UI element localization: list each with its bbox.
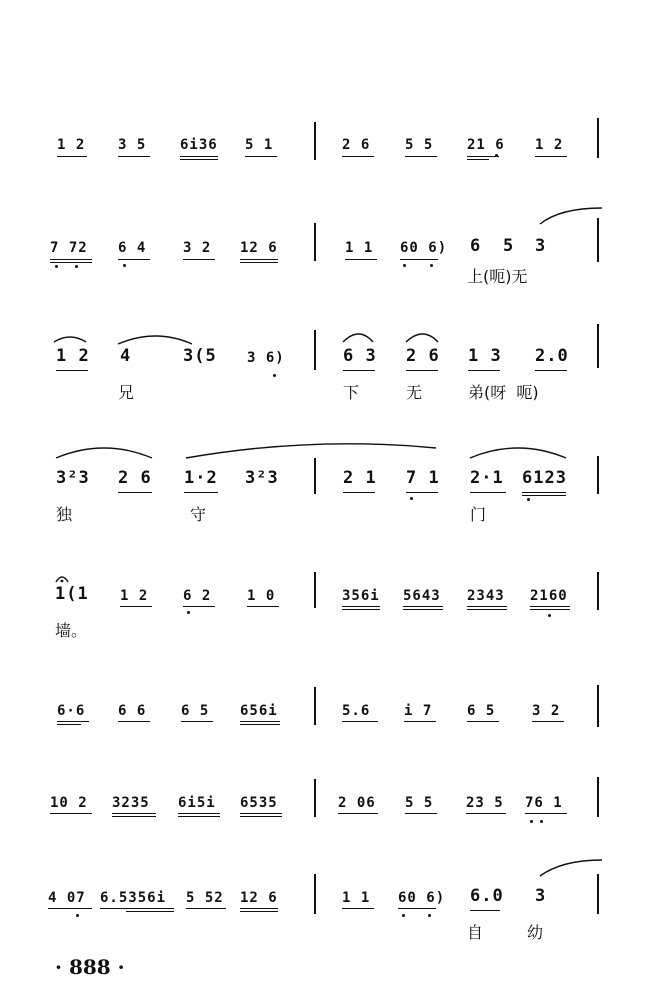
score-row-8 [0,866,672,962]
note-group: 3²3 [56,468,90,488]
underline [100,908,174,909]
note: 6 [470,236,482,256]
note: 3 [535,886,547,906]
slur-line [540,860,604,880]
underline [404,721,436,722]
underline [247,606,279,607]
underline [180,156,218,157]
note-group: 12 6 [240,240,278,256]
underline [398,908,436,909]
underline [406,492,438,493]
barline [314,458,316,494]
octave-dot [75,265,78,268]
score-row-7 [0,775,672,871]
lyric: 上(呃)无 [467,267,528,286]
underline [56,370,88,371]
underline [183,606,215,607]
lyric: 门 [470,505,487,524]
underline [112,813,156,814]
octave-dot [410,497,413,500]
note-group: 6 2 [183,588,212,604]
fermata [55,574,69,584]
slur-line [406,332,440,346]
underline [240,721,280,722]
underline [50,259,92,260]
underline [406,370,438,371]
lyric: 独 [56,505,73,524]
octave-dot [530,820,533,823]
note-group: 23 5 [466,795,504,811]
score-row-2 [0,218,672,314]
lyric: 弟(呀 呃) [468,383,539,402]
barline [597,118,599,158]
note: 3 [535,236,547,256]
barline [597,572,599,610]
note-group: 1 2 [56,346,90,366]
underline [530,606,570,607]
note-group: 6 4 [118,240,147,256]
underline [470,492,506,493]
note-group: 5 1 [245,137,274,153]
underline [345,259,377,260]
note-group: 2 6 [342,137,371,153]
underline [245,156,277,157]
note-group: 10 2 [50,795,88,811]
underline [403,606,443,607]
note-group: 6535 [240,795,278,811]
lyric: 幼 [527,923,544,942]
octave-dot [76,914,79,917]
underline [470,910,500,911]
lyric: 下 [343,383,360,402]
underline [400,259,438,260]
underline [181,721,213,722]
underline [240,911,278,912]
underline [118,721,150,722]
note-group: 6·6 [57,703,86,719]
note-group: 656i [240,703,278,719]
slur-line [186,442,438,462]
underline [184,492,218,493]
slur-line [54,334,88,346]
octave-dot [273,374,276,377]
octave-dot [428,914,431,917]
barline [314,122,316,160]
underline [468,370,500,371]
page-number: · 888 · [55,955,125,979]
slur-line [56,444,154,460]
underline [118,259,150,260]
octave-dot [548,614,551,617]
underline [342,721,378,722]
underline [405,156,437,157]
lyric: 无 [406,383,423,402]
barline [597,685,599,727]
underline [126,911,174,912]
note-group: i 7 [404,703,433,719]
slur-line [470,444,568,460]
note-group: 1·2 [184,468,218,488]
octave-dot [430,264,433,267]
barline [314,874,316,914]
underline [57,721,89,722]
underline [240,262,278,263]
barline [597,324,599,368]
underline [535,156,567,157]
barline [597,456,599,494]
note-group: 2343 [467,588,505,604]
note-group: 1 0 [247,588,276,604]
underline [525,813,567,814]
underline [532,721,564,722]
note-group: 3²3 [245,468,279,488]
note-group: 3 6) [247,350,285,366]
underline [178,816,220,817]
score-row-6 [0,685,672,781]
note-group: 12 6 [240,890,278,906]
underline [535,370,567,371]
score-row-1 [0,120,672,216]
underline [120,606,152,607]
note: 5 [503,236,515,256]
lyric: 墙。 [55,621,88,640]
note-group: 6.0 [470,886,504,906]
underline [240,724,280,725]
octave-dot [495,154,498,157]
lyric: 守 [190,505,207,524]
underline [178,813,220,814]
underline [342,908,374,909]
note-group: 7 72 [50,240,88,256]
underline [50,262,92,263]
page-number-value: 888 [68,955,111,979]
note-group: 5 5 [405,137,434,153]
note-group: 5 5 [405,795,434,811]
note-group: 2 06 [338,795,376,811]
underline [342,156,374,157]
note-group: 6 5 [181,703,210,719]
underline [240,813,282,814]
note-group: 6i5i [178,795,216,811]
note-group: 2160 [530,588,568,604]
note-group: 3 5 [118,137,147,153]
underline [530,609,570,610]
underline [342,609,380,610]
octave-dot [123,264,126,267]
note-group: 6123 [522,468,567,488]
slur-line [343,332,375,346]
note-group: 2.0 [535,346,569,366]
note-group: 6 5 [467,703,496,719]
barline [314,223,316,261]
note-group: 1 2 [120,588,149,604]
barline [314,330,316,370]
note-group: 3 2 [183,240,212,256]
underline [467,606,507,607]
underline [403,609,443,610]
note-group: 6.5356i [100,890,167,906]
underline [240,816,282,817]
note-group: 1 3 [468,346,502,366]
octave-dot [527,498,530,501]
octave-dot [540,820,543,823]
underline [405,813,437,814]
octave-dot [402,914,405,917]
note-group: 5.6 [342,703,371,719]
underline [467,609,507,610]
score-row-4 [0,430,672,526]
note-group: 2 6 [406,346,440,366]
note-group: 2 1 [343,468,377,488]
underline [522,492,566,493]
note-group: 1 2 [535,137,564,153]
barline [314,572,316,608]
underline [467,159,489,160]
note-group: 60 6) [398,890,446,906]
underline [342,606,380,607]
barline [597,777,599,817]
underline [466,813,506,814]
note-group: 6 6 [118,703,147,719]
note-group: 2 6 [118,468,152,488]
underline [183,259,215,260]
note-group: 1 1 [342,890,371,906]
underline [118,492,152,493]
underline [186,908,226,909]
barline [314,779,316,817]
underline [112,816,156,817]
note-group: 6 3 [343,346,377,366]
underline [180,159,218,160]
note-group: 5 52 [186,890,224,906]
note-group: 60 6) [400,240,448,256]
note-group: 76 1 [525,795,563,811]
score-row-5 [0,568,672,664]
note: 4 [120,346,132,366]
underline [343,492,375,493]
note-group: 6i36 [180,137,218,153]
note-group: 356i [342,588,380,604]
score-row-3 [0,320,672,416]
underline [57,156,87,157]
note-group: 1(1 [55,584,89,604]
note-group: 3 2 [532,703,561,719]
note-group: 3(5 [183,346,217,366]
note-group: 5643 [403,588,441,604]
underline [522,495,566,496]
underline [240,259,278,260]
octave-dot [403,264,406,267]
underline [240,908,278,909]
note-group: 1 2 [57,137,86,153]
note-group: 3235 [112,795,150,811]
note-group: 4 07 [48,890,86,906]
underline [338,813,378,814]
lyric: 兄 [118,383,135,402]
underline [50,813,92,814]
note-group: 7 1 [406,468,440,488]
underline [118,156,150,157]
note-group: 2·1 [470,468,504,488]
octave-dot [55,265,58,268]
underline [57,724,81,725]
octave-dot [187,611,190,614]
lyric: 自 [467,923,484,942]
underline [343,370,375,371]
note-group: 21 6 [467,137,505,153]
barline [597,874,599,914]
slur-line [540,206,604,228]
note-group: 1 1 [345,240,374,256]
underline [48,908,92,909]
underline [467,721,499,722]
barline [314,687,316,725]
